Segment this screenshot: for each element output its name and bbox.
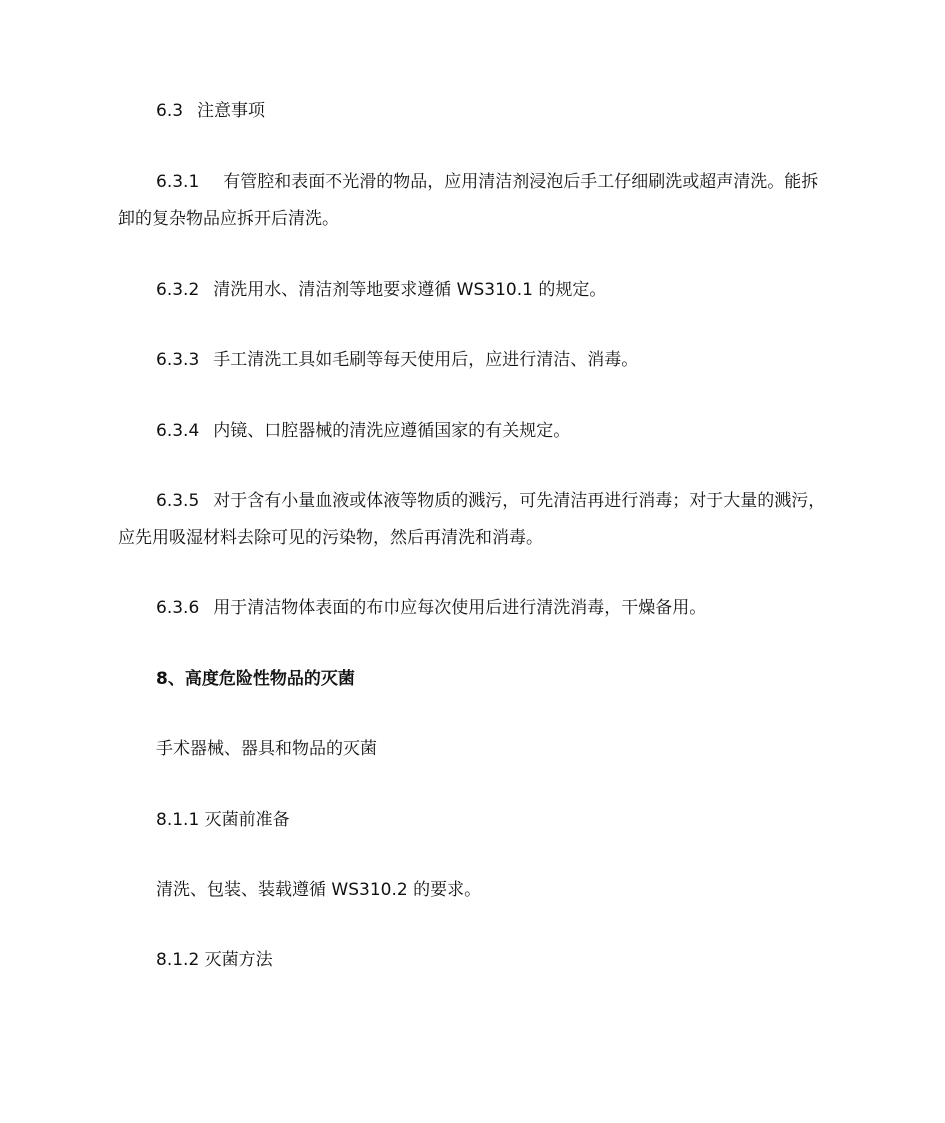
paragraph-6-3-2	[118, 272, 830, 309]
section-number: 6.3.2	[156, 280, 200, 300]
section-number: 6.3.1	[156, 172, 200, 192]
section-number: 6.3.5	[156, 491, 200, 511]
paragraph-preparation: 清洗、包装、装载遵循 WS310.2 的要求。	[156, 880, 482, 900]
section-number: 6.3	[156, 101, 184, 121]
section-number: 6.3.4	[156, 421, 200, 441]
section-number: 6.3.6	[156, 598, 200, 618]
paragraph-text: 手工清洗工具如毛刷等每天使用后，应进行清洁、消毒。	[213, 350, 639, 370]
paragraph-6-3-5	[118, 483, 830, 557]
paragraph-6-3-6	[118, 590, 830, 627]
section-text: 注意事项	[197, 101, 266, 121]
section-heading-6-3	[118, 93, 830, 130]
chapter-heading-8: 8、高度危险性物品的灭菌	[156, 669, 355, 689]
paragraph-text: 用于清洁物体表面的布巾应每次使用后进行清洗消毒，干燥备用。	[213, 598, 707, 618]
section-heading-8-1-1: 8.1.1 灭菌前准备	[156, 810, 290, 830]
paragraph-text: 有管腔和表面不光滑的物品，应用清洁剂浸泡后手工仔细刷洗或超声清洗。能拆卸的复杂物品应拆开后清洗。	[118, 172, 819, 229]
section-heading-8-1-2: 8.1.2 灭菌方法	[156, 950, 273, 970]
paragraph-text: 清洗用水、清洁剂等地要求遵循 WS310.1 的规定。	[213, 280, 607, 300]
paragraph-text: 内镜、口腔器械的清洗应遵循国家的有关规定。	[213, 421, 571, 441]
paragraph-6-3-3	[118, 342, 830, 379]
paragraph-6-3-4	[118, 413, 830, 450]
paragraph-6-3-1	[118, 164, 830, 238]
section-number: 6.3.3	[156, 350, 200, 370]
paragraph-text: 对于含有小量血液或体液等物质的溅污，可先清洁再进行消毒；对于大量的溅污，应先用吸湿材料去除可见的污染物，然后再清洗和消毒。	[118, 491, 826, 548]
subheading-surgical-instruments: 手术器械、器具和物品的灭菌	[156, 739, 377, 759]
